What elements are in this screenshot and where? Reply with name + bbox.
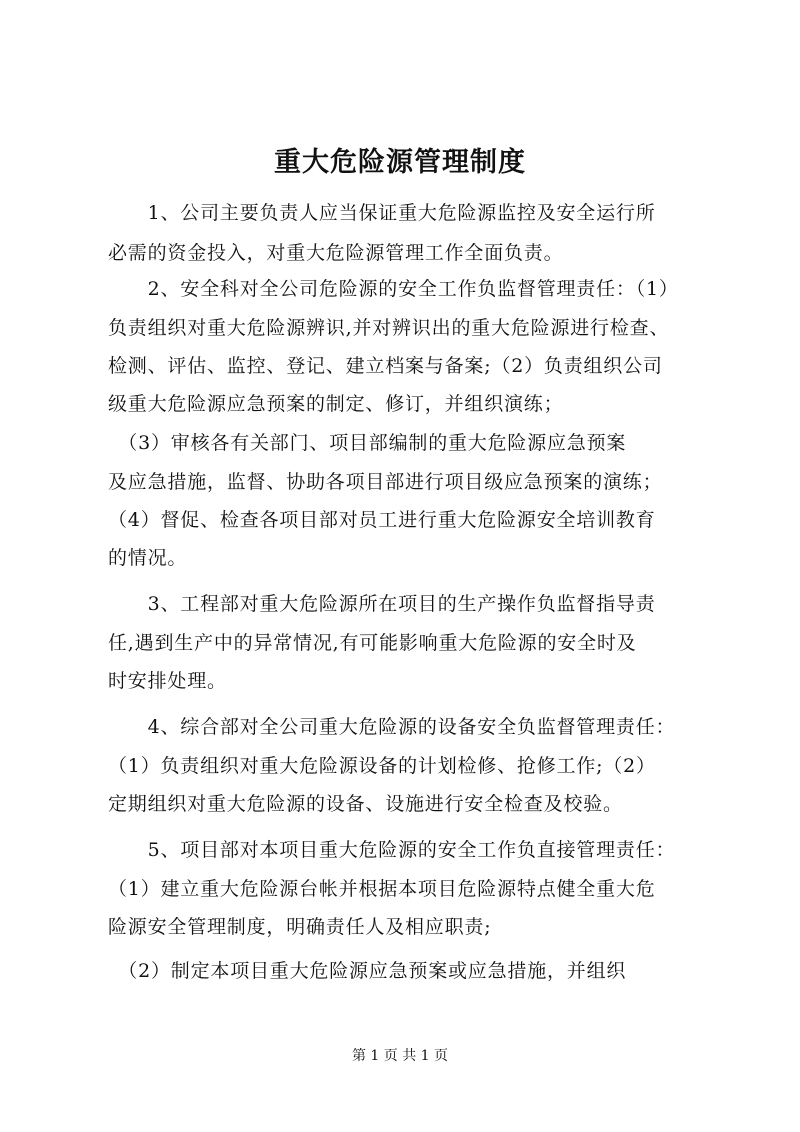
body-line: 险源安全管理制度，明确责任人及相应职责; xyxy=(108,916,492,938)
body-line: （3）审核各有关部门、项目部编制的重大危险源应急预案 xyxy=(108,432,627,454)
body-line: （1）负责组织对重大危险源设备的计划检修、抢修工作;（2） xyxy=(108,755,656,777)
body-line: 5、项目部对本项目重大危险源的安全工作负直接管理责任： xyxy=(108,839,676,861)
body-line: 检测、评估、监控、登记、建立档案与备案;（2）负责组织公司 xyxy=(108,355,663,377)
body-line: 级重大危险源应急预案的制定、修订，并组织演练； xyxy=(108,393,564,415)
body-line: 1、公司主要负责人应当保证重大危险源监控及安全运行所 xyxy=(108,202,656,224)
body-line: （4）督促、检查各项目部对员工进行重大危险源安全培训教育 xyxy=(108,509,656,531)
body-line: （1）建立重大危险源台帐并根据本项目危险源特点健全重大危 xyxy=(108,878,656,900)
document-title: 重大危险源管理制度 xyxy=(274,147,526,178)
body-line: 的情况。 xyxy=(108,547,188,569)
body-line: （2）制定本项目重大危险源应急预案或应急措施，并组织 xyxy=(108,960,627,982)
body-line: 负责组织对重大危险源辨识,并对辨识出的重大危险源进行检查、 xyxy=(108,317,670,339)
body-line: 任,遇到生产中的异常情况,有可能影响重大危险源的安全时及 xyxy=(108,632,637,654)
body-line: 时安排处理。 xyxy=(108,670,227,692)
body-line: 3、工程部对重大危险源所在项目的生产操作负监督指导责 xyxy=(108,593,656,615)
body-line: 必需的资金投入，对重大危险源管理工作全面负责。 xyxy=(108,242,564,264)
body-line: 4、综合部对全公司重大危险源的设备安全负监督管理责任： xyxy=(108,716,676,738)
body-line: 定期组织对重大危险源的设备、设施进行安全检查及校验。 xyxy=(108,793,623,815)
body-line: 及应急措施，监督、协助各项目部进行项目级应急预案的演练； xyxy=(108,471,663,493)
body-line: 2、安全科对全公司危险源的安全工作负监督管理责任：（1） xyxy=(108,278,679,300)
page-footer: 第 1 页 共 1 页 xyxy=(351,1048,449,1064)
